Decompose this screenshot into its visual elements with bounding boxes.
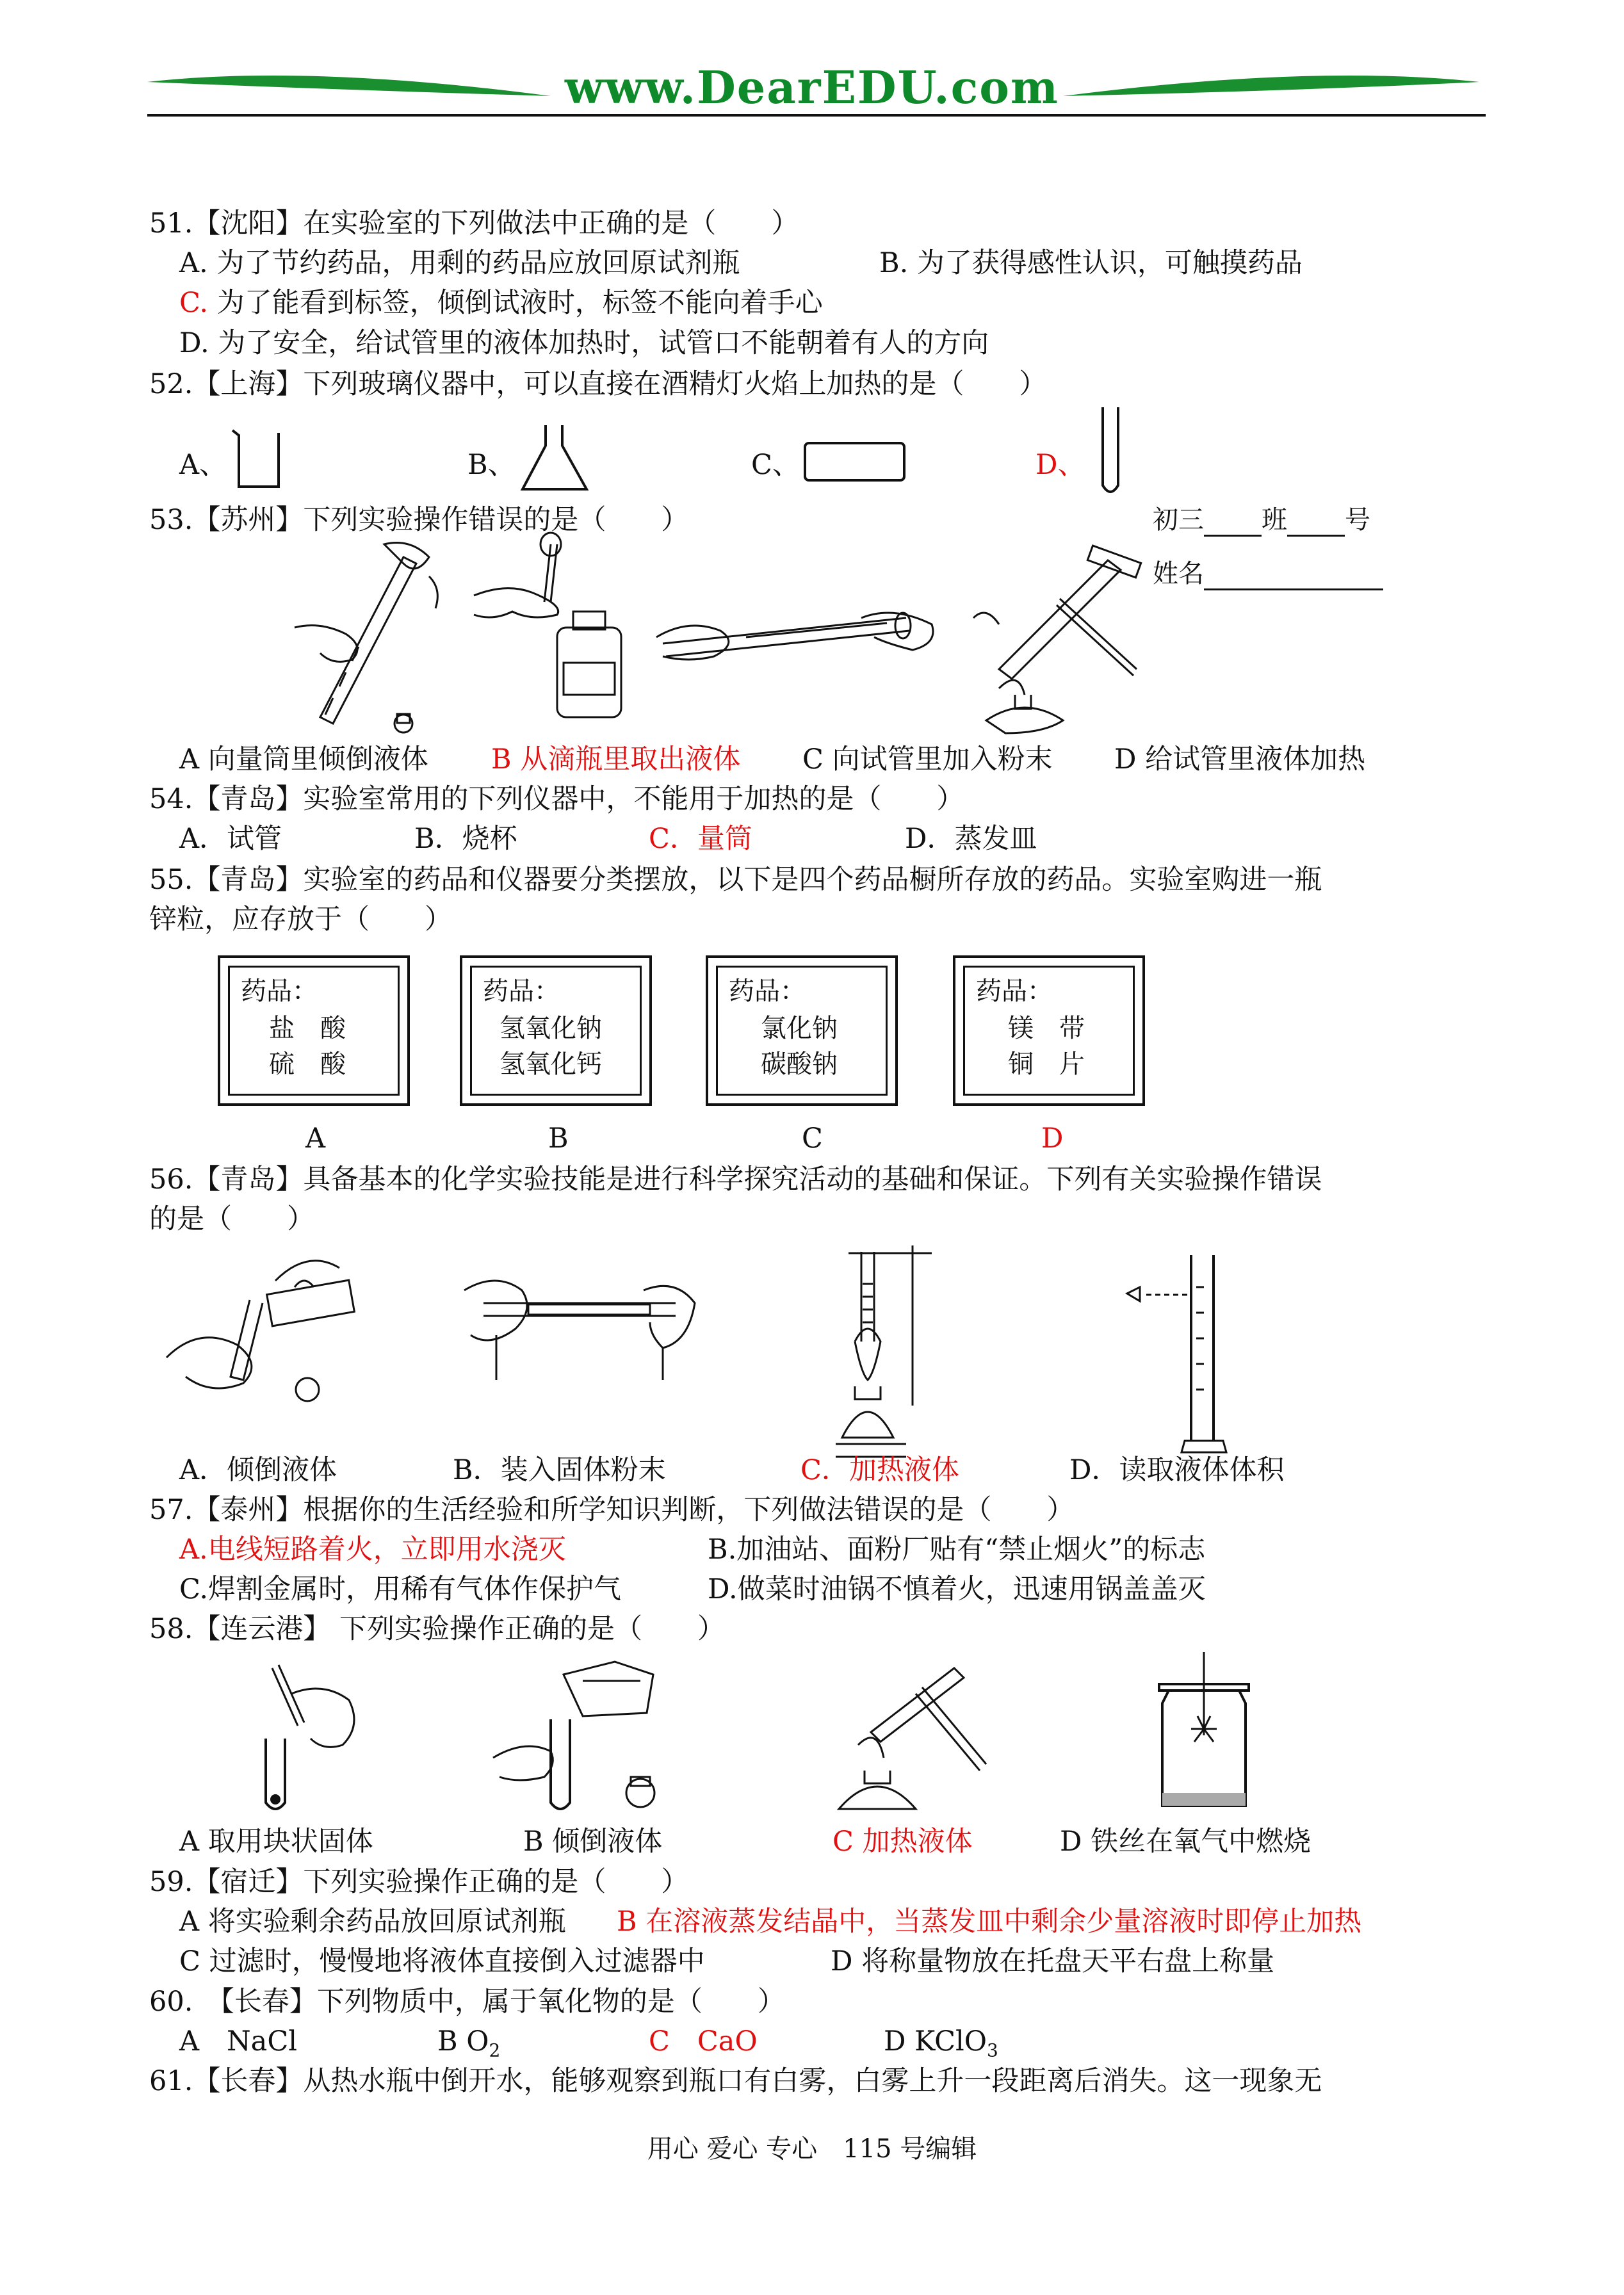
q51-stem: 51.【沈阳】在实验室的下列做法中正确的是（ ） [149,207,799,239]
q59-option-a: A 将实验剩余药品放回原试剂瓶 [179,1906,566,1938]
medicine-cabinet-b [460,955,652,1106]
q60-option-b [437,2025,500,2068]
formula-text: D KClO [884,2025,987,2057]
class-prefix: 初三 [1153,505,1204,535]
q51-answer-letter: C. [179,287,209,319]
beaker-icon [227,428,285,492]
class-label: 班 [1262,505,1287,535]
q58-option-a: A 取用块状固体 [179,1826,373,1858]
heating-liquid-illustration [836,1245,964,1463]
q59-option-d: D 将称量物放在托盘天平右盘上称量 [831,1945,1275,1977]
number-label: 号 [1345,505,1370,535]
q59-stem: 59.【宿迁】下列实验操作正确的是（ ） [149,1866,689,1898]
pouring-into-graduated-cylinder-illustration [282,538,448,736]
formula-subscript: 3 [987,2040,998,2061]
evaporating-dish-icon [802,441,911,485]
q55-option-c: C [802,1123,823,1155]
student-name-field [1153,557,1383,590]
formula-subscript: 2 [489,2040,501,2061]
q56-option-d: D．读取液体体积 [1069,1454,1285,1486]
q52-option-a: A、 [179,449,227,481]
q58-option-b: B 倾倒液体 [523,1826,663,1858]
pouring-liquid-into-tube-illustration [487,1655,679,1822]
q58-option-c: C 加热液体 [832,1826,973,1858]
cabinet-item: 镁 带 [1008,1014,1085,1043]
cabinet-title: 药品： [729,977,806,1006]
q54-option-a: A．试管 [179,823,282,855]
dropper-bottle-illustration [467,531,634,730]
q51-option-d: D. 为了安全，给试管里的液体加热时，试管口不能朝着有人的方向 [179,327,989,359]
q55-stem-line1: 55.【青岛】实验室的药品和仪器要分类摆放，以下是四个药品橱所存放的药品。实验室购进一瓶 [149,864,1322,896]
medicine-cabinet-a [218,955,410,1106]
q57-option-d: D.做菜时油锅不慎着火，迅速用锅盖盖灭 [708,1573,1206,1605]
iron-wire-burning-in-oxygen-illustration [1146,1652,1262,1819]
q57-option-b: B.加油站、面粉厂贴有“禁止烟火”的标志 [708,1534,1206,1566]
class-number-field [1153,503,1370,537]
q59-option-c: C 过滤时，慢慢地将液体直接倒入过滤器中 [179,1945,705,1977]
q57-stem: 57.【泰州】根据你的生活经验和所学知识判断，下列做法错误的是（ ） [149,1494,1075,1526]
cabinet-item: 氯化钠 [761,1014,838,1043]
heating-test-tube-liquid-illustration [961,541,1153,740]
reading-liquid-volume-illustration [1114,1249,1262,1454]
q59-option-b: B 在溶液蒸发结晶中，当蒸发皿中剩余少量溶液时即停止加热 [617,1906,1362,1938]
q58-stem: 58.【连云港】 下列实验操作正确的是（ ） [149,1613,726,1645]
taking-block-solid-illustration [253,1655,368,1815]
q52-option-b: B、 [467,449,516,481]
q56-option-c: C．加热液体 [800,1454,959,1486]
q55-option-b: B [548,1123,569,1155]
cabinet-item: 盐 酸 [269,1014,346,1043]
q51-option-c [179,286,823,320]
q57-option-a: A.电线短路着火，立即用水浇灭 [179,1534,566,1566]
q51-option-a: A. 为了节约药品，用剩的药品应放回原试剂瓶 [179,247,740,279]
q52-stem: 52.【上海】下列玻璃仪器中，可以直接在酒精灯火焰上加热的是（ ） [149,368,1047,400]
q60-option-c: C CaO [649,2025,758,2057]
cabinet-item: 铜 片 [1008,1050,1085,1079]
q58-option-d: D 铁丝在氧气中燃烧 [1060,1826,1311,1858]
medicine-cabinet-c [706,955,898,1106]
q54-option-b: B．烧杯 [414,823,517,855]
cabinet-item: 氢氧化钙 [499,1050,602,1079]
formula-text: B O [437,2025,489,2057]
q60-option-a: A NaCl [179,2025,297,2057]
cabinet-item: 氢氧化钠 [499,1014,602,1043]
q53-option-b: B 从滴瓶里取出液体 [491,743,741,775]
q61-stem: 61.【长春】从热水瓶中倒开水，能够观察到瓶口有白雾，白雾上升一段距离后消失。这一现象无 [149,2065,1322,2097]
q56-stem-line1: 56.【青岛】具备基本的化学实验技能是进行科学探究活动的基础和保证。下列有关实验操作错误 [149,1164,1322,1196]
q51-option-c-text: 为了能看到标签，倾倒试液时，标签不能向着手心 [208,287,823,319]
q56-option-a: A．倾倒液体 [179,1454,337,1486]
heating-liquid-in-tube-illustration [826,1655,1005,1822]
q52-option-c: C、 [751,449,800,481]
q54-option-c: C．量筒 [649,823,752,855]
site-logo: www.DearEDU.com [564,61,1059,114]
q53-option-d: D 给试管里液体加热 [1114,743,1366,775]
name-label: 姓名 [1153,559,1204,588]
pouring-liquid-illustration [160,1242,371,1409]
q54-option-d: D．蒸发皿 [905,823,1037,855]
cabinet-item: 碳酸钠 [761,1050,838,1079]
q60-stem: 60. 【长春】下列物质中，属于氧化物的是（ ） [149,1986,785,2018]
q52-option-d: D、 [1035,449,1085,481]
cabinet-item: 硫 酸 [269,1050,346,1079]
q51-option-b: B. 为了获得感性认识，可触摸药品 [879,247,1303,279]
q54-stem: 54.【青岛】实验室常用的下列仪器中，不能用于加热的是（ ） [149,783,964,815]
cabinet-title: 药品： [483,977,560,1006]
q55-option-d: D [1041,1123,1064,1155]
q53-option-a: A 向量筒里倾倒液体 [179,743,428,775]
q53-option-c: C 向试管里加入粉末 [802,743,1053,775]
adding-solid-powder-illustration [458,1265,701,1393]
cabinet-title: 药品： [976,977,1053,1006]
q60-option-d [884,2025,998,2068]
cabinet-title: 药品： [241,977,318,1006]
medicine-cabinet-d [953,955,1145,1106]
q53-stem: 53.【苏州】下列实验操作错误的是（ ） [149,504,689,536]
q56-stem-line2: 的是（ ） [149,1203,314,1235]
page-footer: 用心 爱心 专心 115 号编辑 [647,2134,977,2164]
q57-option-c: C.焊割金属时，用稀有气体作保护气 [179,1573,622,1605]
q56-option-b: B．装入固体粉末 [453,1454,666,1486]
adding-powder-to-test-tube-illustration [650,592,945,682]
q55-stem-line2: 锌粒，应存放于（ ） [149,904,452,936]
q55-option-a: A [305,1123,326,1155]
test-tube-icon [1096,405,1128,501]
conical-flask-icon [520,423,590,493]
